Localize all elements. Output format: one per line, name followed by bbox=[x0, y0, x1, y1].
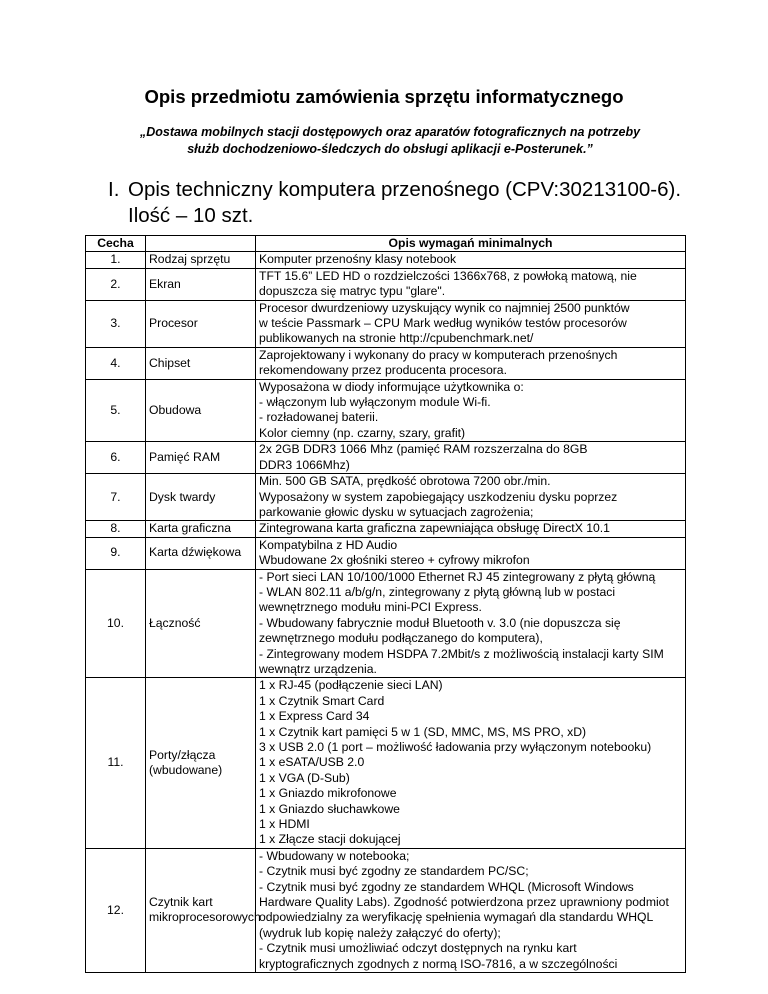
requirement-line: Hardware Quality Labs). Zgodność potwierdzona przez uprawniony podmiot bbox=[259, 895, 669, 910]
subtitle-line: służb dochodzeniowo-śledczych do obsługi aplikacji e-Posterunek.” bbox=[187, 142, 593, 156]
requirement-line: (wydruk lub kopię należy załączyć do oferty); bbox=[259, 925, 501, 940]
requirement-line: wewnątrz urządzenia. bbox=[259, 661, 377, 676]
table-row bbox=[86, 521, 686, 537]
requirement-line: Kolor ciemny (np. czarny, szary, grafit) bbox=[259, 425, 466, 440]
requirement-line: 1 x Czytnik Smart Card bbox=[259, 693, 385, 708]
table-row bbox=[86, 300, 686, 347]
table-row bbox=[86, 442, 686, 474]
requirement-cell bbox=[256, 521, 686, 537]
section-title-line: Ilość – 10 szt. bbox=[128, 204, 254, 227]
requirement-cell bbox=[256, 252, 686, 268]
row-number: 8. bbox=[86, 521, 146, 537]
requirement-line: - rozładowanej baterii. bbox=[259, 410, 379, 425]
requirement-line: parkowanie głowic dysku w sytuacjach zagrożenia; bbox=[259, 504, 534, 519]
header-cecha: Cecha bbox=[86, 236, 146, 252]
section-title-line: Opis techniczny komputera przenośnego (CPV:30213100-6). bbox=[128, 178, 682, 201]
spec-table bbox=[85, 235, 686, 973]
row-number: 9. bbox=[86, 537, 146, 569]
table-row bbox=[86, 678, 686, 848]
requirement-line: 3 x USB 2.0 (1 port – możliwość ładowania przy wyłączonym notebooku) bbox=[259, 740, 652, 754]
feature-name: Pamięć RAM bbox=[146, 442, 256, 474]
requirement-line: kryptograficznych zgodnych z normą ISO-7816, a w szczególności bbox=[259, 956, 618, 971]
requirement-line: zewnętrznego modułu podłączanego do komputera), bbox=[259, 631, 543, 646]
requirement-line: Kompatybilna z HD Audio bbox=[259, 537, 398, 552]
requirement-line: Komputer przenośny klasy notebook bbox=[259, 252, 457, 267]
table-row bbox=[86, 379, 686, 442]
row-number: 2. bbox=[86, 268, 146, 300]
row-number: 3. bbox=[86, 300, 146, 347]
requirement-line: Zintegrowana karta graficzna zapewniająca obsługę DirectX 10.1 bbox=[259, 521, 610, 536]
table-row bbox=[86, 268, 686, 300]
table-header-row bbox=[86, 236, 686, 252]
requirement-line: 1 x HDMI bbox=[259, 817, 310, 832]
table-row bbox=[86, 252, 686, 268]
requirement-line: Zaprojektowany i wykonany do pracy w komputerach przenośnych bbox=[259, 347, 618, 362]
feature-name: Czytnik kart mikroprocesorowych bbox=[146, 848, 256, 972]
requirement-line: - Wbudowany w notebooka; bbox=[259, 848, 410, 863]
table-row bbox=[86, 569, 686, 678]
requirement-line: publikowanych na stronie http://cpubenchmark.net/ bbox=[259, 331, 534, 346]
requirement-cell bbox=[256, 347, 686, 379]
requirement-line: 1 x eSATA/USB 2.0 bbox=[259, 755, 365, 770]
document-subtitle bbox=[130, 124, 650, 158]
section-number: I. bbox=[108, 178, 120, 201]
section-title bbox=[128, 177, 728, 229]
requirement-line: 1 x VGA (D-Sub) bbox=[259, 770, 350, 785]
requirement-line: DDR3 1066Mhz) bbox=[259, 457, 350, 472]
row-number: 1. bbox=[86, 252, 146, 268]
feature-name: Karta dźwiękowa bbox=[146, 537, 256, 569]
requirement-line: - Czytnik musi być zgodny ze standardem PC/SC; bbox=[259, 864, 529, 879]
requirement-line: - włączonym lub wyłączonym module Wi-fi. bbox=[259, 395, 491, 410]
feature-name: Łączność bbox=[146, 569, 256, 678]
feature-name: Obudowa bbox=[146, 379, 256, 442]
feature-name: Rodzaj sprzętu bbox=[146, 252, 256, 268]
requirement-line: 1 x RJ-45 (podłączenie sieci LAN) bbox=[259, 678, 443, 693]
requirement-line: - Zintegrowany modem HSDPA 7.2Mbit/s z możliwością instalacji karty SIM bbox=[259, 646, 664, 661]
requirement-line: 1 x Gniazdo słuchawkowe bbox=[259, 801, 400, 816]
requirement-line: - Port sieci LAN 10/100/1000 Ethernet RJ 45 zintegrowany z płytą główną bbox=[259, 569, 656, 584]
requirement-cell bbox=[256, 569, 686, 678]
header-empty bbox=[146, 236, 256, 252]
requirement-cell bbox=[256, 848, 686, 972]
feature-name: Dysk twardy bbox=[146, 474, 256, 521]
spec-table-body bbox=[86, 252, 686, 973]
row-number: 5. bbox=[86, 379, 146, 442]
requirement-line: - WLAN 802.11 a/b/g/n, zintegrowany z płytą główną lub w postaci bbox=[259, 584, 616, 599]
table-row bbox=[86, 347, 686, 379]
requirement-line: Wyposażony w system zapobiegający uszkodzeniu dysku poprzez bbox=[259, 489, 618, 504]
requirement-line: - Czytnik musi umożliwiać odczyt dostępnych na rynku kart bbox=[259, 941, 577, 956]
row-number: 12. bbox=[86, 848, 146, 972]
requirement-line: odpowiedzialny za weryfikację spełnienia wymagań dla standardu WHQL bbox=[259, 910, 654, 925]
requirement-line: dopuszcza się matryc typu "glare". bbox=[259, 284, 446, 299]
feature-name: Ekran bbox=[146, 268, 256, 300]
table-row bbox=[86, 848, 686, 972]
requirement-line: wewnętrznego modułu mini-PCI Express. bbox=[259, 600, 482, 615]
table-row bbox=[86, 474, 686, 521]
requirement-line: Procesor dwurdzeniowy uzyskujący wynik co najmniej 2500 punktów bbox=[259, 300, 630, 315]
requirement-line: w teście Passmark – CPU Mark według wyników testów procesorów bbox=[259, 316, 627, 331]
requirement-line: Wyposażona w diody informujące użytkownika o: bbox=[259, 379, 524, 394]
feature-name: Procesor bbox=[146, 300, 256, 347]
table-row bbox=[86, 537, 686, 569]
header-opis: Opis wymagań minimalnych bbox=[256, 236, 686, 252]
row-number: 11. bbox=[86, 678, 146, 848]
feature-name: Chipset bbox=[146, 347, 256, 379]
requirement-line: Wbudowane 2x głośniki stereo + cyfrowy mikrofon bbox=[259, 553, 530, 568]
row-number: 6. bbox=[86, 442, 146, 474]
requirement-line: 2x 2GB DDR3 1066 Mhz (pamięć RAM rozszerzalna do 8GB bbox=[259, 442, 588, 457]
requirement-line: TFT 15.6” LED HD o rozdzielczości 1366x768, z powłoką matową, nie bbox=[259, 268, 637, 283]
document-title: Opis przedmiotu zamówienia sprzętu informatycznego bbox=[144, 86, 624, 107]
row-number: 10. bbox=[86, 569, 146, 678]
row-number: 4. bbox=[86, 347, 146, 379]
requirement-line: - Czytnik musi być zgodny ze standardem WHQL (Microsoft Windows bbox=[259, 879, 634, 894]
requirement-line: 1 x Złącze stacji dokującej bbox=[259, 832, 401, 847]
requirement-cell bbox=[256, 678, 686, 848]
requirement-cell bbox=[256, 474, 686, 521]
requirement-line: rekomendowany przez producenta procesora. bbox=[259, 363, 507, 378]
requirement-cell bbox=[256, 442, 686, 474]
requirement-line: - Wbudowany fabrycznie moduł Bluetooth v. 3.0 (nie dopuszcza się bbox=[259, 615, 621, 630]
requirement-cell bbox=[256, 379, 686, 442]
requirement-cell bbox=[256, 268, 686, 300]
requirement-line: Min. 500 GB SATA, prędkość obrotowa 7200 obr./min. bbox=[259, 474, 551, 489]
requirement-cell bbox=[256, 537, 686, 569]
feature-name: Porty/złącza (wbudowane) bbox=[146, 678, 256, 848]
requirement-line: 1 x Gniazdo mikrofonowe bbox=[259, 786, 397, 801]
requirement-cell bbox=[256, 300, 686, 347]
feature-name: Karta graficzna bbox=[146, 521, 256, 537]
row-number: 7. bbox=[86, 474, 146, 521]
requirement-line: 1 x Express Card 34 bbox=[259, 709, 370, 724]
requirement-line: 1 x Czytnik kart pamięci 5 w 1 (SD, MMC, MS, MS PRO, xD) bbox=[259, 724, 587, 739]
subtitle-line: „Dostawa mobilnych stacji dostępowych oraz aparatów fotograficznych na potrzeby bbox=[139, 125, 641, 139]
